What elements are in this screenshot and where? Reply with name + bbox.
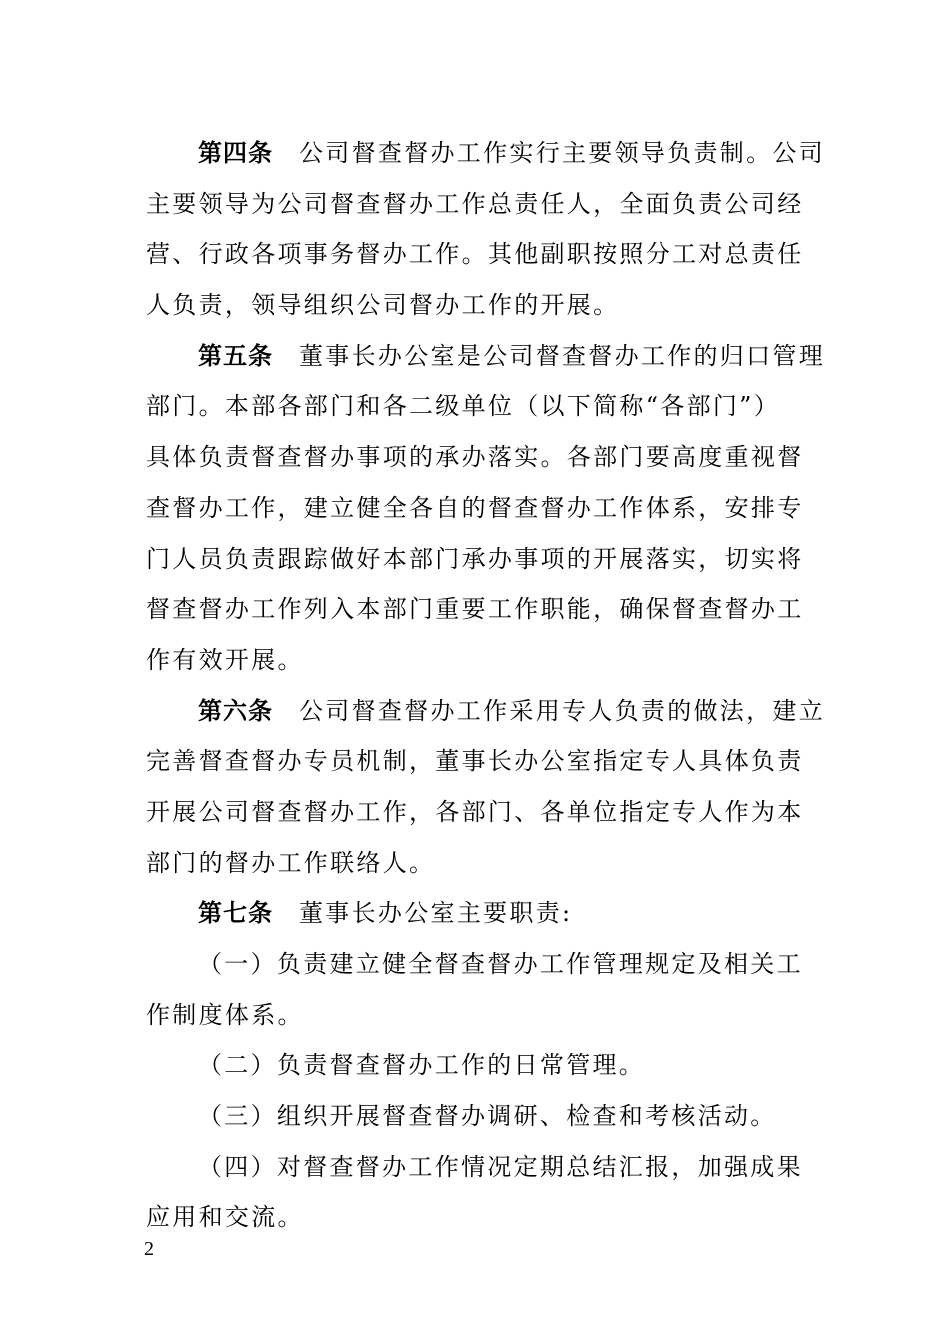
article-6-line-4: 部门的督办工作联络人。 [146,848,436,877]
article-6-text: 公司督查督办工作采用专人负责的做法，建立 [299,696,825,725]
article-6-line-3: 开展公司督查督办工作，各部门、各单位指定专人作为本 [146,797,804,826]
article-5-heading: 第五条 [198,341,273,370]
article-7-item-1-line-2: 作制度体系。 [146,1000,304,1029]
article-4-line-4: 人负责，领导组织公司督办工作的开展。 [146,291,620,320]
article-7-heading: 第七条 [198,899,273,928]
article-7-item-1-line-1: （一）负责建立健全督查督办工作管理规定及相关工 [198,950,803,978]
article-5-line-7: 作有效开展。 [146,645,304,674]
article-5-text: 董事长办公室是公司督查督办工作的归口管理 [299,341,825,370]
article-7-item-4-line-2: 应用和交流。 [146,1203,304,1232]
article-5-line-3: 具体负责督查督办事项的承办落实。各部门要高度重视督 [146,443,804,472]
article-7-line-1 [146,888,811,939]
page-number: 2 [144,1238,154,1260]
article-5-line-6: 督查督办工作列入本部门重要工作职能，确保督查督办工 [146,595,804,624]
article-7-intro: 董事长办公室主要职责: [299,899,573,928]
article-7-item-3-line-1: （三）组织开展督查督办调研、检查和考核活动。 [198,1102,777,1131]
article-4-line-2: 主要领导为公司督查督办工作总责任人，全面负责公司经 [146,189,804,218]
article-5-line-2: 部门。本部各部门和各二级单位（以下简称“各部门”） [146,392,781,421]
article-6-line-2: 完善督查督办专员机制，董事长办公室指定专人具体负责 [146,747,804,776]
article-4-text: 公司督查督办工作实行主要领导负责制。公司 [299,139,825,167]
document-body [146,128,825,1243]
article-4-line-1 [146,128,825,179]
article-7-item-2-line-1: （二）负责督查督办工作的日常管理。 [198,1051,646,1080]
article-4-heading: 第四条 [198,139,273,167]
article-6-heading: 第六条 [198,696,273,725]
article-4-line-3: 营、行政各项事务督办工作。其他副职按照分工对总责任 [146,240,804,269]
article-5-line-4: 查督办工作，建立健全各自的督查督办工作体系，安排专 [146,493,804,522]
article-7-item-4-line-1: （四）对督查督办工作情况定期总结汇报，加强成果 [198,1152,803,1181]
article-5-line-5: 门人员负责跟踪做好本部门承办事项的开展落实，切实将 [146,544,804,573]
article-6-line-1 [146,686,825,737]
article-5-line-1 [146,331,825,382]
